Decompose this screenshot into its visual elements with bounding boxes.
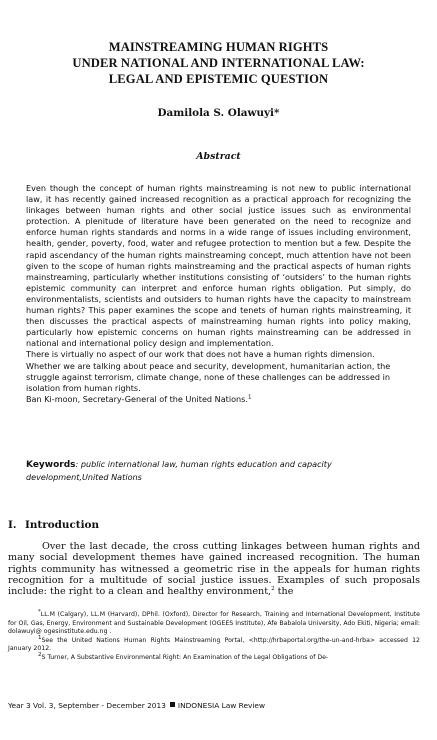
issue-info: Year 3 Vol. 3, September - December 2013 <box>8 701 166 710</box>
footnote <box>8 651 420 663</box>
abstract-paragraph: Even though the concept of human rights mainstreaming is not new to public international law, it has recently gained increased recognition as a practical approach for recognizing the linkages between human rights and other social justice issues such as environmental protection. A plenitude of literature have been generated on the need to recognize and enforce human rights standards and norms in a wide range of issues including environment, health, gender, poverty, food, water and refugee protection to mention but a few. Despite the rapid ascendancy of the human rights mainstreaming concept, much attention have not been given to the scope of human rights mainstreaming and the practical aspects of human rights mainstreaming, particularly whether institutions consisting of ‘outsiders’ to the human rights epistemic community can interpret and enforce human rights obligation. Put simply, do environmentalists, scientists and outsiders to human rights have the capacity to mainstream human rights? This paper examines the scope and tenets of human rights mainstreaming, it then discusses the practical aspects of mainstreaming human rights into policy making, particularly how epistemic concerns on human rights mainstreaming can be addressed in national and international policy design and implementation. <box>26 183 411 349</box>
section-title: Introduction <box>25 519 99 531</box>
journal-name: INDONESIA Law Review <box>177 701 266 710</box>
author-name-text: Damilola S. Olawuyi <box>157 107 274 119</box>
introduction-body <box>8 541 420 597</box>
section-heading-introduction <box>8 519 99 532</box>
footnote <box>8 634 420 654</box>
footnote-ref-2[interactable]: 2 <box>271 586 275 592</box>
article-title <box>30 39 407 87</box>
footnote-text: S Turner, A Substantive Environmental Right: An Examination of the Legal Obligations of De- <box>41 653 329 661</box>
footnote-text: See the United Nations Human Rights Mainstreaming Portal, <http://hrbaportal.org/the-un-and-hrba> accessed 12 January 2012. <box>8 636 420 652</box>
footnote <box>8 608 420 637</box>
keywords-separator: : <box>75 459 81 469</box>
author-name <box>30 107 407 120</box>
abstract-body <box>26 183 411 405</box>
title-line: UNDER NATIONAL AND INTERNATIONAL LAW: <box>72 56 365 70</box>
footnote-text: LL.M (Calgary), LL.M (Harvard), DPhil. (Oxford), Director for Research, Training and International Development, Institute for Oil, Gas, Energy, Environment and Sustainable Development (OGEES Institute), Afe Babalola University, Ado Ekiti, Nigeria; email: dolawuyi@ ogesinstitute.edu.ng . <box>8 611 420 635</box>
section-number: I. <box>8 519 17 531</box>
title-line: LEGAL AND EPISTEMIC QUESTION <box>108 72 329 86</box>
footnote-mark: 1 <box>38 634 42 641</box>
footnote-mark: 2 <box>38 651 42 658</box>
page-footer <box>8 701 265 711</box>
abstract-heading: Abstract <box>196 151 241 162</box>
title-line: MAINSTREAMING HUMAN RIGHTS <box>108 40 329 54</box>
introduction-text-continued: the <box>274 586 294 598</box>
keywords-label: Keywords <box>26 460 76 470</box>
epigraph-quote: There is virtually no aspect of our work that does not have a human rights dimension. Whether we are talking about peace and security, development, humanitarian action, the struggle against terrorism, climate change, none of these challenges can be addressed in isolation from human rights. <box>26 349 391 393</box>
footnotes <box>8 608 420 662</box>
keywords-text: public international law, human rights education and capacity development,United Nations <box>26 459 332 482</box>
attribution-text: Ban Ki-moon, Secretary-General of the United Nations. <box>26 393 248 404</box>
footer-separator-square <box>170 702 175 707</box>
footnote-mark: * <box>38 608 41 615</box>
keywords-block <box>26 459 411 483</box>
epigraph-attribution <box>26 394 411 405</box>
introduction-paragraph <box>8 541 420 597</box>
introduction-text: Over the last decade, the cross cutting linkages between human rights and many social development themes have gained increased recognition. The human rights community has witnessed a geometric rise in the appeals for human rights recognition for a multitude of social justice issues. Examples of such proposals include: the right to a clean and healthy environment, <box>8 541 420 598</box>
footnote-ref-1[interactable]: 1 <box>247 394 252 401</box>
author-footnote-mark: * <box>274 107 280 119</box>
